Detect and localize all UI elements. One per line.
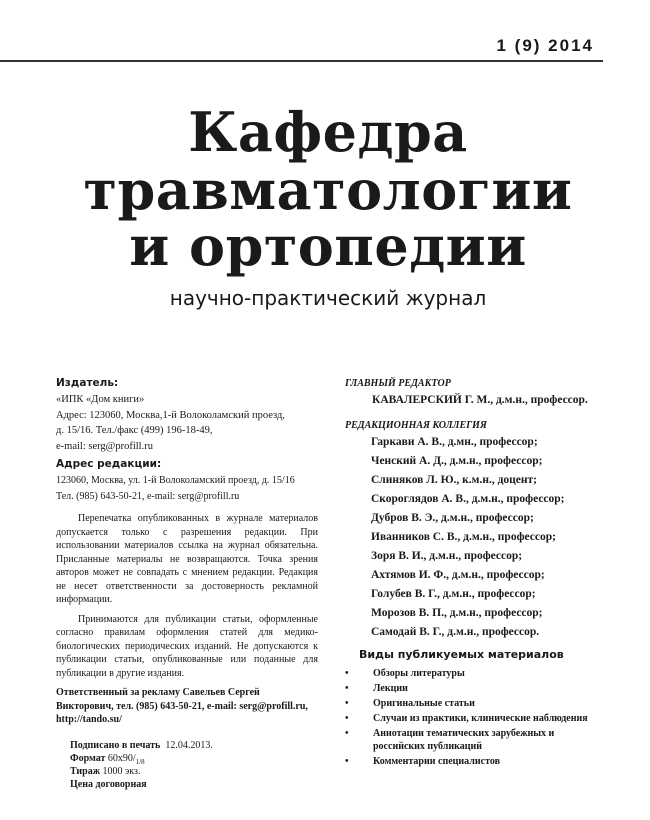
run-label: Тираж: [70, 765, 100, 777]
signed-value: 12.04.2013.: [165, 739, 213, 751]
materials-list: [345, 667, 607, 768]
run-value: 1000 экз.: [102, 765, 141, 777]
signed-label: Подписано в печать: [70, 739, 161, 751]
materials-heading: Виды публикуемых материалов: [359, 648, 564, 661]
submission-notice: Принимаются для публикации статьи, оформленные согласно правилам оформления статей для медико-биологических периодических изданий. Не допускаются к публикации статьи, опубликованные или поданные для публикации в другие издания.: [56, 613, 318, 679]
chief-editor-heading: ГЛАВНЫЙ РЕДАКТОР: [345, 378, 451, 389]
material-item: • Случаи из практики, клинические наблюдения: [345, 712, 607, 725]
chief-editor-name: КАВАЛЕРСКИЙ Г. М., д.м.н., профессор.: [372, 394, 588, 406]
advertising-contact: Ответственный за рекламу Савельев Сергей Викторович, тел. (985) 643-50-21, e-mail: serg@profill.ru, http://tando.su/: [56, 687, 308, 725]
board-member: Скороглядов А. В., д.м.н., профессор;: [371, 493, 565, 505]
right-column: [345, 378, 607, 770]
publisher-line: Адрес: 123060, Москва,1-й Волоколамский проезд,: [56, 409, 285, 421]
material-item: • Аннотации тематических зарубежных и российских публикаций: [345, 727, 607, 753]
editorial-address-line: Тел. (985) 643-50-21, e-mail: serg@profill.ru: [56, 490, 240, 502]
board-member: Гаркави А. В., д.мн., профессор;: [371, 436, 538, 448]
reprint-notice: Перепечатка опубликованных в журнале материалов допускается только с разрешения редакции. При использовании материалов ссылка на журнал обязательна. Присланные материалы не возвращаются. Точка зрения авторов может не совпадать с мнением редакции. Редакция не несет ответственности за достоверность рекламной информации.: [56, 513, 318, 605]
material-item: • Обзоры литературы: [345, 667, 607, 680]
board-member: Ахтямов И. Ф., д.м.н., профессор;: [371, 569, 545, 581]
publisher-heading: Издатель:: [56, 377, 119, 389]
board-member: Зоря В. И., д.м.н., профессор;: [371, 550, 523, 562]
format-value: 60x90/: [107, 752, 136, 764]
title-line-1: Кафедра: [188, 100, 468, 164]
board-member: Голубев В. Г., д.м.н., профессор;: [371, 588, 536, 600]
editorial-address-heading: Адрес редакции:: [56, 458, 162, 470]
publisher-line: e-mail: serg@profill.ru: [56, 440, 153, 452]
price: Цена договорная: [70, 778, 147, 790]
issue-number: 1 (9) 2014: [496, 36, 594, 55]
board-heading: РЕДАКЦИОННАЯ КОЛЛЕГИЯ: [345, 420, 487, 431]
title-line-3: и ортопедии: [129, 214, 527, 278]
material-item: • Оригинальные статьи: [345, 697, 607, 710]
format-sub: 1/8: [135, 757, 145, 766]
publisher-line: «ИПК «Дом книги»: [56, 394, 145, 405]
board-member: Дубров В. Э., д.м.н., профессор;: [371, 512, 534, 524]
material-item: • Комментарии специалистов: [345, 755, 607, 768]
board-member: Слиняков Л. Ю., к.м.н., доцент;: [371, 474, 538, 486]
board-member: Иванников С. В., д.м.н., профессор;: [371, 531, 556, 543]
subtitle: научно-практический журнал: [169, 286, 487, 310]
title-line-2: травматологии: [83, 158, 573, 222]
board-members: [345, 433, 607, 642]
board-member: Самодай В. Г., д.м.н., профессор.: [371, 626, 540, 638]
publisher-line: д. 15/16. Тел./факс (499) 196-18-49,: [56, 425, 213, 436]
material-item: • Лекции: [345, 682, 607, 695]
left-column: [56, 376, 318, 791]
board-member: Ченский А. Д., д.м.н., профессор;: [371, 455, 543, 467]
editorial-address-line: 123060, Москва, ул. 1-й Волоколамский проезд, д. 15/16: [56, 475, 295, 486]
board-member: Морозов В. П., д.м.н., профессор;: [371, 607, 543, 619]
format-label: Формат: [70, 752, 106, 764]
imprint: [56, 739, 318, 791]
header-rule: [0, 60, 603, 62]
